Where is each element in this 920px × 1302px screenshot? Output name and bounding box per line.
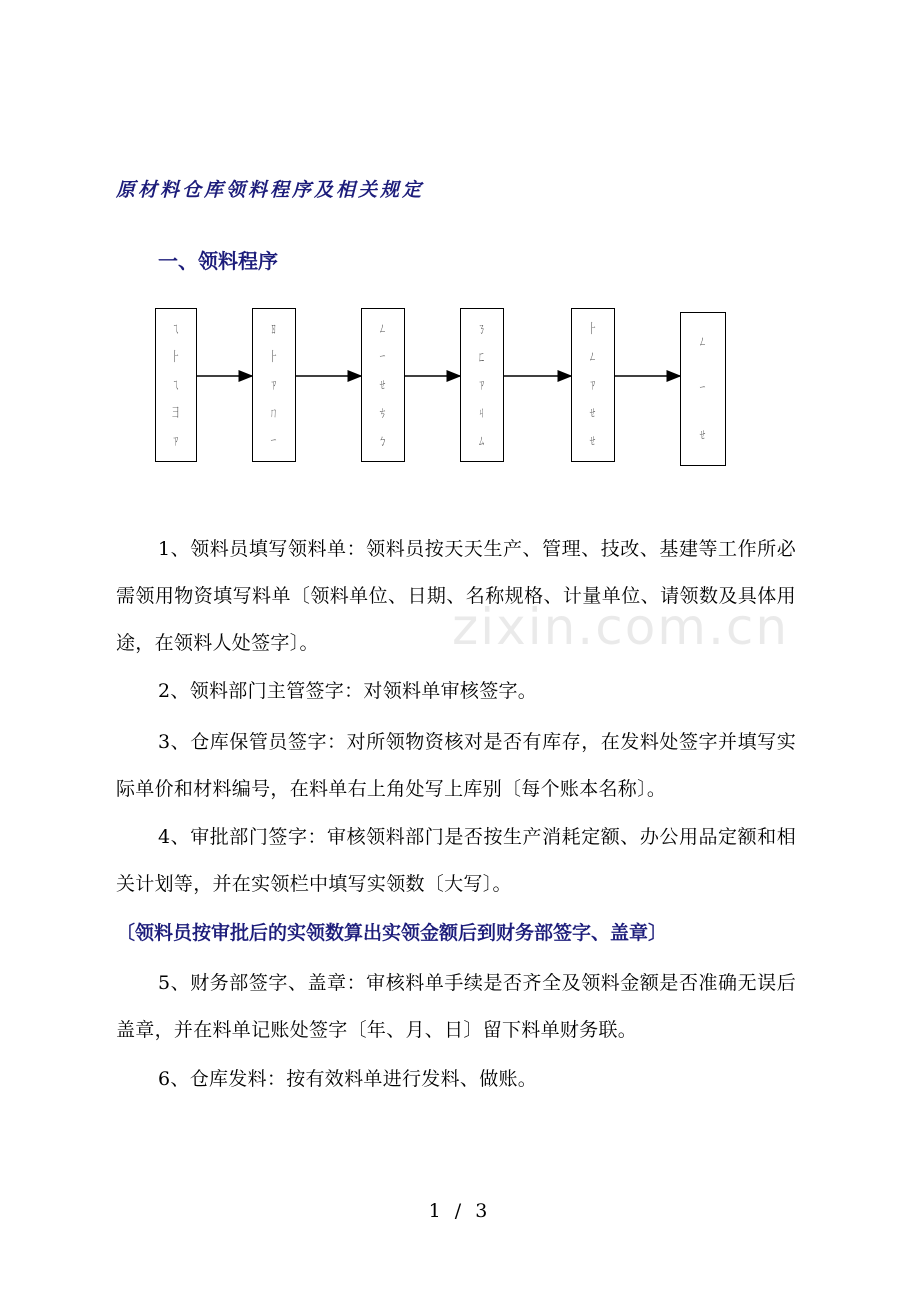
- section-heading: 一、领料程序: [158, 249, 278, 273]
- flow-box-2-glyph: ㄗ: [270, 377, 278, 393]
- flow-box-1: [155, 308, 197, 462]
- flow-box-4-glyph: ㄈ: [478, 349, 486, 365]
- step-1-paragraph: 1、领料员填写领料单：领料员按天天生产、管理、技改、基建等工作所必需领用物资填写料单〔领料单位、日期、名称规格、计量单位、请领数及具体用途，在领料人处签字〕。: [116, 538, 796, 654]
- flow-box-4: [460, 308, 504, 462]
- flow-box-4-glyph: ㄙ: [478, 433, 486, 449]
- flow-box-1-glyph: ㄗ: [172, 433, 180, 449]
- flow-box-1-glyph: ⺊: [172, 349, 180, 365]
- flow-box-6-glyph: ㄧ: [699, 381, 707, 397]
- flow-box-2-glyph: ⺊: [270, 349, 278, 365]
- flow-box-6-glyph: ㄥ: [699, 334, 707, 350]
- flow-box-4-glyph: ㄗ: [478, 377, 486, 393]
- flow-box-5-glyph: ⺊: [589, 321, 597, 337]
- flow-box-1-glyph: ㄟ: [172, 377, 180, 393]
- flow-box-6: [680, 312, 726, 466]
- step-2-paragraph: 2、领料部门主管签字：对领料单审核签字。: [158, 680, 538, 702]
- flow-box-2-glyph: ㄇ: [270, 405, 278, 421]
- flow-box-5-glyph: ㄝ: [589, 405, 597, 421]
- flow-box-1-glyph: ㄟ: [172, 321, 180, 337]
- flow-box-4-glyph: ㄋ: [478, 321, 486, 337]
- step-6-paragraph: 6、仓库发料：按有效料单进行发料、做账。: [158, 1068, 538, 1090]
- flow-box-2-glyph: ㄖ: [270, 321, 278, 337]
- document-title: 原材料仓库领料程序及相关规定: [116, 179, 425, 201]
- approval-note: 〔领料员按审批后的实领数算出实领金额后到财务部签字、盖章〕: [116, 922, 668, 944]
- flow-box-2-glyph: ㄧ: [270, 433, 278, 449]
- flow-box-3-glyph: ㄘ: [379, 405, 387, 421]
- flow-box-1-glyph: ⺕: [172, 405, 180, 421]
- flow-box-5-glyph: ㄥ: [589, 349, 597, 365]
- step-5-paragraph: 5、财务部签字、盖章：审核料单手续是否齐全及领料金额是否准确无误后盖章，并在料单记账处签字〔年、月、日〕留下料单财务联。: [116, 972, 796, 1041]
- flow-box-5: [571, 308, 615, 462]
- flow-box-3-glyph: ㄥ: [379, 321, 387, 337]
- step-4-paragraph: 4、审批部门签字：审核领料部门是否按生产消耗定额、办公用品定额和相关计划等，并在实领栏中填写实领数〔大写〕。: [116, 826, 796, 895]
- flow-box-5-glyph: ㄗ: [589, 377, 597, 393]
- flow-box-3-glyph: ㄝ: [379, 377, 387, 393]
- flow-box-4-glyph: ㄐ: [478, 405, 486, 421]
- flow-box-3-glyph: ㄧ: [379, 349, 387, 365]
- flow-box-3-glyph: ㄅ: [379, 433, 387, 449]
- watermark: zixin.com.cn: [452, 598, 790, 656]
- flow-box-6-glyph: ㄝ: [699, 428, 707, 444]
- step-3-paragraph: 3、仓库保管员签字：对所领物资核对是否有库存，在发料处签字并填写实际单价和材料编号，在料单右上角处写上库别〔每个账本名称〕。: [116, 731, 796, 800]
- flow-box-2: [252, 308, 296, 462]
- flow-box-3: [361, 308, 405, 462]
- page-number: 1 / 3: [428, 1200, 492, 1222]
- flow-box-5-glyph: ㄝ: [589, 433, 597, 449]
